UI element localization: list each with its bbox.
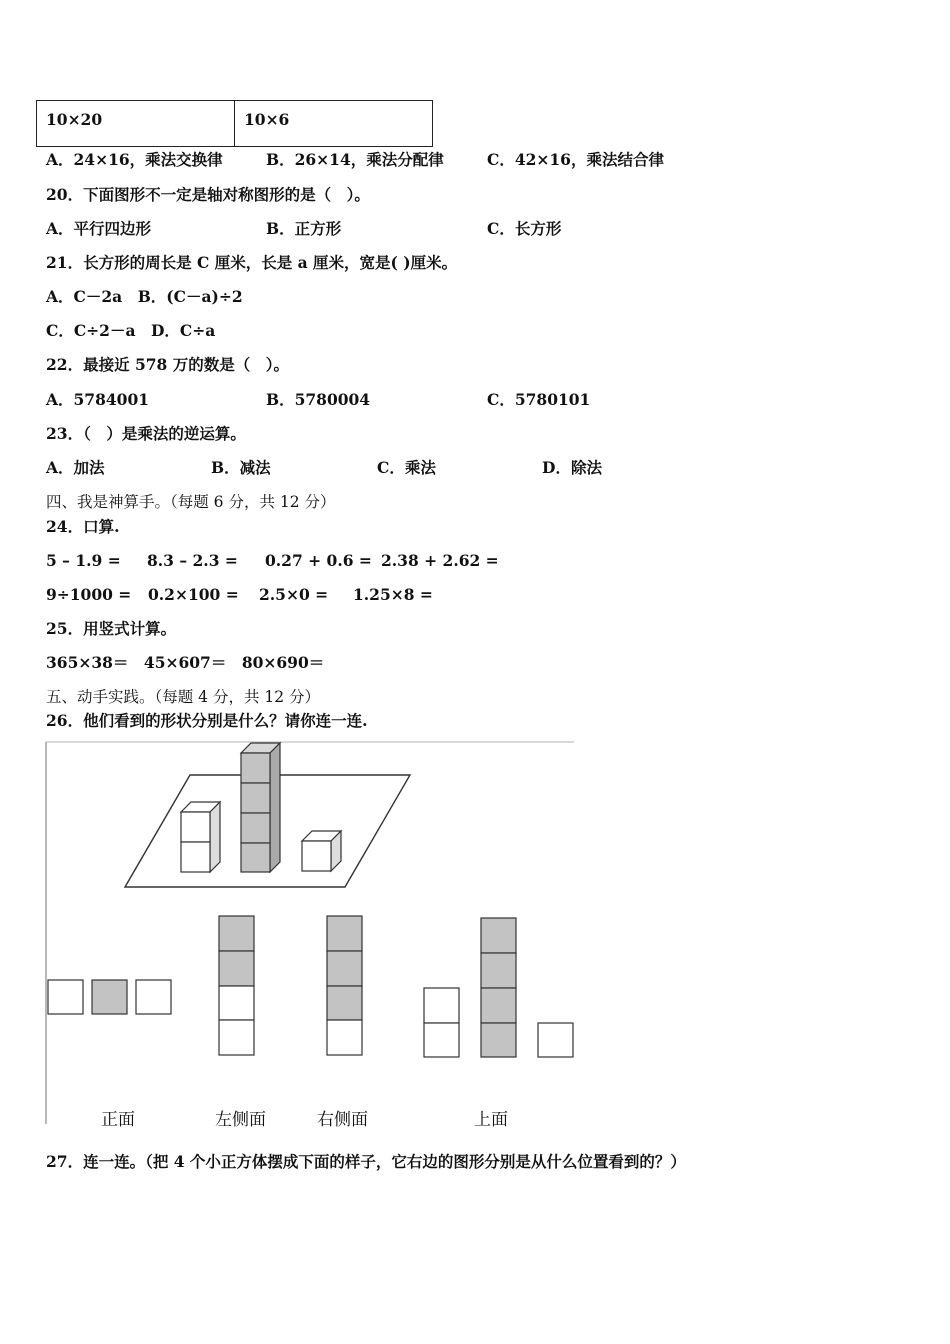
q24-expr: 5 – 1.9 = [46,551,121,570]
q19-option-c: C．42×16，乘法结合律 [487,150,664,169]
q21-stem: 21．长方形的周长是 C 厘米，长是 a 厘米，宽是( )厘米。 [46,253,458,272]
q24-expr: 9÷1000 = [46,585,132,604]
q24-expr: 1.25×8 = [353,585,433,604]
table-cell: 10×20 [37,101,235,147]
section-4-heading: 四、我是神算手。（每题 6 分，共 12 分） [46,493,336,511]
label-right-side: 右侧面 [317,1110,368,1130]
q21-options-line1: A．C－2a B．(C－a)÷2 [46,287,243,306]
view-column-b [327,916,362,1055]
q26-stem: 26．他们看到的形状分别是什么？请你连一连. [46,711,368,730]
label-top: 上面 [474,1110,508,1130]
section-5-heading: 五、动手实践。（每题 4 分，共 12 分） [46,688,321,706]
label-left-side: 左侧面 [215,1110,266,1130]
q19-option-a: A．24×16，乘法交换律 [46,150,223,169]
q19-option-b: B．26×14，乘法分配律 [266,150,444,169]
table-cell: 10×6 [235,101,433,147]
q23-option-d: D．除法 [542,458,602,477]
q24-expr: 8.3 – 2.3 = [147,551,238,570]
q23-option-c: C．乘法 [377,458,436,477]
q24-expr: 2.38 + 2.62 = [381,551,499,570]
q22-stem: 22．最接近 578 万的数是（ ）。 [46,355,289,374]
q24-expr: 0.27 + 0.6 = [265,551,372,570]
q24-expr: 0.2×100 = [148,585,239,604]
q22-option-a: A．5784001 [46,390,150,409]
label-front: 正面 [101,1110,135,1130]
cube-single-right [302,831,341,871]
q25-expressions: 365×38＝ 45×607＝ 80×690＝ [46,653,325,672]
q23-option-a: A．加法 [46,458,105,477]
cube-stack-middle [241,743,280,872]
q25-stem: 25．用竖式计算。 [46,619,177,638]
view-column-a [219,916,254,1055]
q24-expr: 2.5×0 = [259,585,329,604]
q23-option-b: B．减法 [211,458,271,477]
q20-stem: 20．下面图形不一定是轴对称图形的是（ ）。 [46,185,370,204]
q27-stem: 27．连一连。（把 4 个小正方体摆成下面的样子，它右边的图形分别是从什么位置看到的？） [46,1152,686,1171]
cube-stack-left [181,802,220,872]
view-side-by-side [424,918,573,1057]
q23-stem: 23．（ ）是乘法的逆运算。 [46,424,246,443]
q24-stem: 24．口算. [46,517,120,536]
q20-option-a: A．平行四边形 [46,219,152,238]
view-row-of-three [48,980,171,1014]
q20-option-c: C．长方形 [487,219,562,238]
q20-option-b: B．正方形 [266,219,342,238]
q22-option-c: C．5780101 [487,390,591,409]
q22-option-b: B．5780004 [266,390,371,409]
q21-options-line2: C．C÷2－a D．C÷a [46,321,216,340]
